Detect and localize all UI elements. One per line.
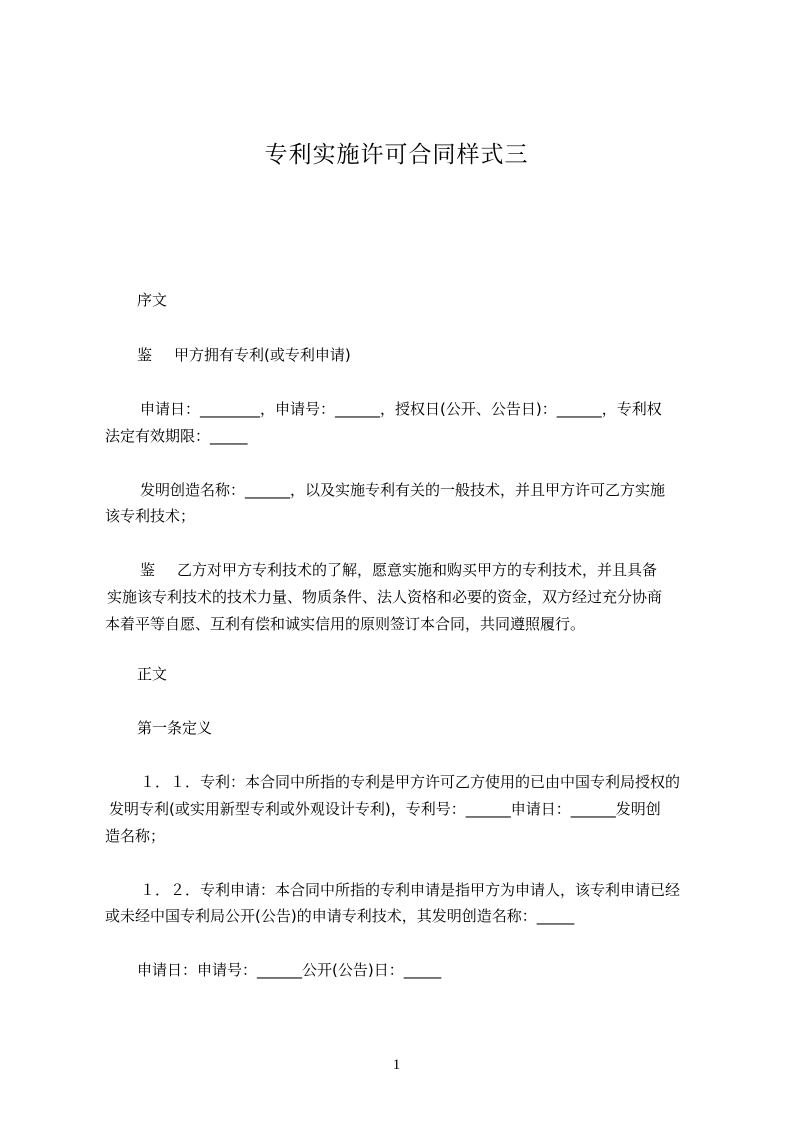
whereas-lead: 鉴 [137, 346, 153, 364]
clause-1-2-line-2: 或未经中国专利局公开(公告)的申请专利技术，其发明创造名称：_____ [105, 907, 575, 925]
invention-line-2: 该专利技术； [105, 507, 196, 525]
page-number: 1 [392, 1057, 401, 1073]
clause-1-1-line-1: １．１．专利：本合同中所指的专利是甲方许可乙方使用的已由中国专利局授权的 [140, 773, 681, 791]
dates-line-1: 申请日：________，申请号：______，授权日(公开、公告日)：______，专利权 [140, 400, 662, 418]
whereas-lead-2: 鉴 [140, 561, 156, 579]
application-line: 申请日：申请号：______公开(公告)日：_____ [137, 961, 442, 979]
clause-1-1-line-3: 造名称； [105, 827, 166, 845]
whereas-paragraph-2-line-1 [105, 560, 735, 580]
article-1-heading: 第一条定义 [137, 719, 213, 737]
document-title: 专利实施许可合同样式三 [264, 142, 529, 168]
clause-1-2-line-1: １．２．专利申请：本合同中所指的专利申请是指甲方为申请人，该专利申请已经 [140, 881, 681, 899]
whereas-text: 甲方拥有专利(或专利申请) [174, 346, 351, 364]
invention-line-1: 发明创造名称：______，以及实施专利有关的一般技术，并且甲方许可乙方实施 [140, 481, 666, 499]
preface-heading: 序文 [137, 291, 168, 309]
whereas-paragraph-1 [105, 345, 732, 365]
whereas-paragraph-2-line-3: 本着平等自愿、互利有偿和诚实信用的原则签订本合同，共同遵照履行。 [105, 615, 586, 633]
clause-1-1-line-2: 发明专利(或实用新型专利或外观设计专利)，专利号：______申请日：______发明创 [109, 800, 661, 818]
whereas-2-text: 乙方对甲方专利技术的了解，愿意实施和购买甲方的专利技术，并且具备 [177, 561, 658, 579]
dates-line-2: 法定有效期限：_____ [105, 427, 248, 445]
whereas-paragraph-2-line-2: 实施该专利技术的技术力量、物质条件、法人资格和必要的资金，双方经过充分协商 [107, 588, 663, 606]
body-heading: 正文 [137, 665, 168, 683]
